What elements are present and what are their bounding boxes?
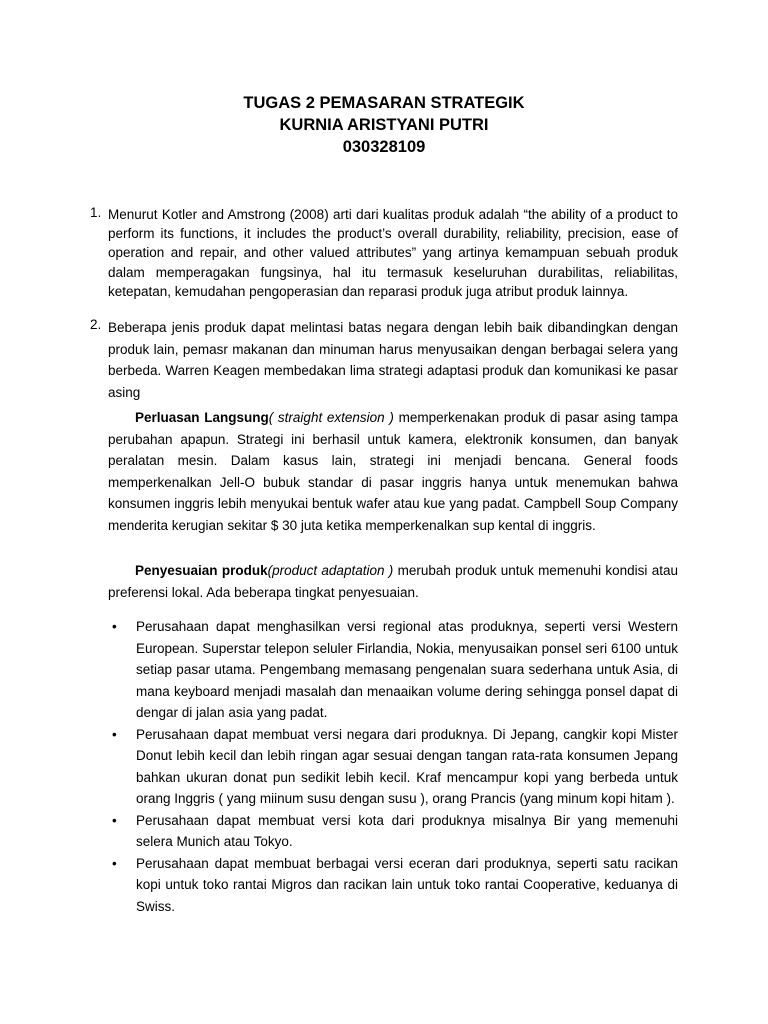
bullet-item <box>108 810 678 853</box>
paragraph-text: merubah produk untuk memenuhi kondisi atau preferensi lokal. Ada beberapa tingkat penyesuaian. <box>108 563 678 600</box>
bullet-text: Perusahaan dapat membuat versi negara dari produknya. Di Jepang, cangkir kopi Mister Donut lebih kecil dan lebih ringan agar sesuai dengan tangan rata-rata konsumen Jepang bahkan ukuran donat pun sedikit lebih kecil. Kraf mencampur kopi yang berbeda untuk orang Inggris ( yang miinum susu dengan susu ), orang Prancis (yang minum kopi hitam ). <box>136 726 678 806</box>
bullet-item <box>108 616 678 724</box>
assignment-title: TUGAS 2 PEMASARAN STRATEGIK <box>243 94 525 112</box>
bullet-list <box>108 616 678 917</box>
paragraph-straight-extension <box>108 407 678 536</box>
list-number: 2. <box>90 317 102 332</box>
bullet-item <box>108 853 678 918</box>
bullet-item <box>108 724 678 810</box>
list-item-text: Beberapa jenis produk dapat melintasi batas negara dengan lebih baik dibandingkan dengan produk lain, pemasr makanan dan minuman harus menyusaikan dengan berbagai selera yang berbeda. Warren Keagen membedakan lima strategi adaptasi produk dan komunikasi ke pasar asing <box>108 320 678 400</box>
term-english: (product adaptation ) <box>267 563 394 578</box>
student-id: 030328109 <box>342 138 426 156</box>
paragraph-product-adaptation <box>108 560 678 603</box>
list-number: 1. <box>90 205 102 220</box>
author-name: KURNIA ARISTYANI PUTRI <box>279 116 489 134</box>
bullet-icon: • <box>112 812 117 828</box>
bullet-text: Perusahaan dapat membuat versi kota dari produknya misalnya Bir yang memenuhi selera Munich atau Tokyo. <box>136 812 678 849</box>
list-item-1 <box>90 205 678 301</box>
bullet-text: Perusahaan dapat menghasilkan versi regional atas produknya, seperti versi Western European. Superstar telepon seluler Firlandia, Nokia, menyusaikan ponsel seri 6100 untuk setiap pasar utama. Pengembang memasang pengenalan suara sederhana untuk Asia, di mana keyboard menjadi masalah dan menaaikan volume dering sehingga ponsel dapat di dengar di jalan asia yang padat. <box>136 619 678 720</box>
term-english: ( straight extension ) <box>268 410 394 425</box>
bullet-icon: • <box>112 619 117 634</box>
term-heading: Perluasan Langsung <box>135 410 269 425</box>
list-item-text: Menurut Kotler and Amstrong (2008) arti dari kualitas produk adalah “the ability of a product to perform its functions, it includes the product’s overall durability, reliability, precision, ease of operation and repair, and other valued attributes” yang artinya kemampuan sebuah produk dalam memperagakan fungsinya, hal itu termasuk keseluruhan durabilitas, reliabilitas, ketepatan, kemudahan pengoperasian dan reparasi produk juga atribut produk lainnya. <box>108 207 678 299</box>
bullet-icon: • <box>112 855 117 871</box>
term-heading: Penyesuaian produk <box>135 563 268 578</box>
bullet-icon: • <box>112 726 117 742</box>
bullet-text: Perusahaan dapat membuat berbagai versi eceran dari produknya, seperti satu racikan kopi untuk toko rantai Migros dan racikan lain untuk toko rantai Cooperative, keduanya di Swiss. <box>136 855 678 914</box>
list-item-2 <box>90 317 678 403</box>
paragraph-text: memperkenakan produk di pasar asing tampa perubahan apapun. Strategi ini berhasil untuk kamera, elektronik konsumen, dan banyak peralatan mesin. Dalam kasus lain, strategi ini menjadi bencana. General foods memperkenalkan Jell-O bubuk standar di pasar inggris hanya untuk menemukan bahwa konsumen inggris lebih menyukai bentuk wafer atau kue yang padat. Campbell Soup Company menderita kerugian sekitar $ 30 juta ketika memperkenalkan sup kental di inggris. <box>108 410 678 533</box>
document-title-block <box>0 92 768 158</box>
